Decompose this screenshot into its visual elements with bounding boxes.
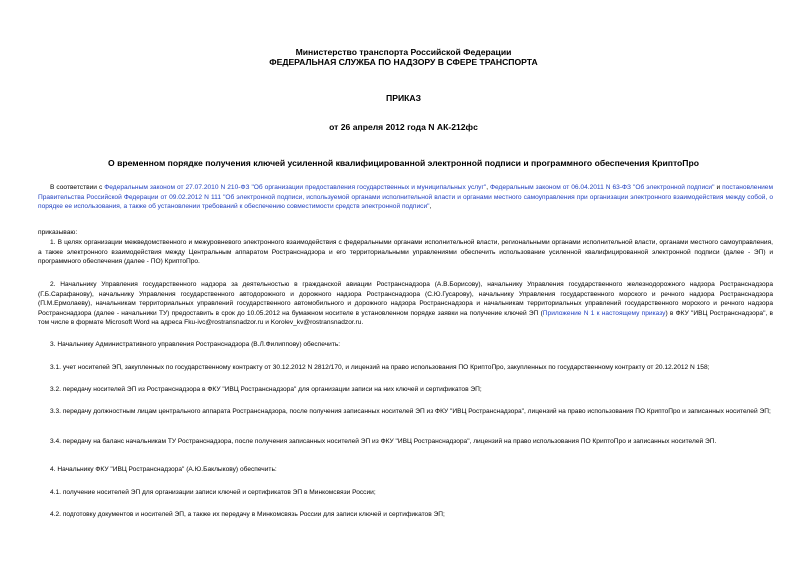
paragraph-3: 3. Начальнику Административного управления Ространснадзора (В.Л.Филиппову) обеспечить:: [50, 341, 341, 348]
document-type: ПРИКАЗ: [386, 93, 421, 103]
paragraph-4-1: 4.1. получение носителей ЭП для организации записи ключей и сертификатов ЭП в Минкомсвязи России;: [50, 489, 376, 496]
law-63fz-link[interactable]: Федеральным законом от 06.04.2011 N 63-ФЗ "Об электронной подписи": [490, 184, 715, 191]
preamble-text: ,: [486, 184, 491, 191]
law-210fz-link[interactable]: Федеральным законом от 27.07.2010 N 210-ФЗ "Об организации предоставления государственных и муниципальных услуг": [104, 184, 487, 191]
paragraph-3-3: 3.3. передачу должностным лицам центрального аппарата Ространснадзора, после получения записанных носителей ЭП из ФКУ "ИВЦ Ространснадзора", лицензий на право использования ПО КриптоПро и записанных носителей ЭП;: [50, 408, 771, 415]
document-title: О временном порядке получения ключей усиленной квалифицированной электронной подписи и программного обеспечения КриптоПро: [108, 158, 699, 168]
paragraph-2: [38, 280, 773, 328]
paragraph-4: 4. Начальнику ФКУ "ИВЦ Ространснадзора" (А.Ю.Баклыкову) обеспечить:: [50, 466, 277, 473]
paragraph-4-2: 4.2. подготовку документов и носителей ЭП, а также их передачу в Минкомсвязь России для записи ключей и сертификатов ЭП;: [50, 511, 445, 518]
paragraph-3-2: 3.2. передачу носителей ЭП из Ространснадзора в ФКУ "ИВЦ Ространснадзора" для организации записи на них ключей и сертификатов ЭП;: [50, 386, 482, 393]
preamble-text: и: [714, 184, 723, 191]
document-date-number: от 26 апреля 2012 года N АК-212фс: [329, 122, 478, 132]
paragraph-3-4: 3.4. передачу на баланс начальникам ТУ Ространснадзора, после получения записанных носителей ЭП из ФКУ "ИВЦ Ространснадзора", лицензий на право использования ПО КриптоПро и записанных носителей ЭП.: [50, 438, 717, 445]
service-name: ФЕДЕРАЛЬНАЯ СЛУЖБА ПО НАДЗОРУ В СФЕРЕ ТРАНСПОРТА: [269, 57, 538, 67]
paragraph-2-text: ) в ФКУ "ИВЦ Ространснадзора", в том числе в формате Microsoft Word на адреса Fku-ivc@rostransnadzor.ru и Korolev_kv@rostransnadzor.ru.: [38, 309, 773, 327]
resolution-111-link[interactable]: постановлением Правительства Российской Федерации от 09.02.2012 N 111 "Об электронной подписи, используемой органами исполнительной власти и органами местного самоуправления при организации электронного взаимодействия между собой, о порядке ее использования, а также об установлении требований к обеспечению совместимости средств электронной подписи": [38, 184, 773, 211]
preamble: [38, 183, 773, 212]
paragraph-3-1: 3.1. учет носителей ЭП, закупленных по государственному контракту от 30.12.2012 N 2812/170, и лицензий на право использования ПО КриптоПро, закупленных по государственному контракту от 20.12.2012 N 158;: [50, 364, 710, 371]
preamble-text: В соответствии с: [50, 184, 105, 191]
appendix-1-link[interactable]: Приложение N 1 к настоящему приказу: [542, 309, 666, 317]
preamble-text: ,: [429, 203, 432, 211]
paragraph-2-text: 2. Начальнику Управления государственного надзора за деятельностью в гражданской авиации Ространснадзора (А.В.Борисову), начальнику Управления государственного железнодорожного надзора Ространснадзора (Г.Б.Сарафанову), начальнику Управления государственного автодорожного и дорожного надзора Ространснадзора (С.Ю.Гусарову), начальнику Управления государственного морского и речного надзора Ространснадзора (П.М.Ермолаеву), начальникам территориальных управлений государственного автомобильного и дорожного надзора Ространснадзора и начальникам территориальных управлений государственного морского и речного надзора Ространснадзора (далее - начальники ТУ) предоставить в срок до 10.05.2012 на бумажном носителе в установленном порядке заявки на получение ключей ЭП (: [38, 281, 773, 317]
order-word: приказываю:: [38, 229, 78, 236]
ministry-name: Министерство транспорта Российской Федерации: [295, 47, 512, 57]
paragraph-1: 1. В целях организации межведомственного и межуровневого электронного взаимодействия с федеральными органами исполнительной власти, региональными органами исполнительной власти, органами местного самоуправления, а также электронного взаимодействия между Центральным аппаратом Ространснадзора и его территориальными управлениями обеспечить использование усиленной квалифицированной электронной подписи (далее - ЭП) и программного обеспечения (далее - ПО) КриптоПро.: [38, 239, 773, 266]
